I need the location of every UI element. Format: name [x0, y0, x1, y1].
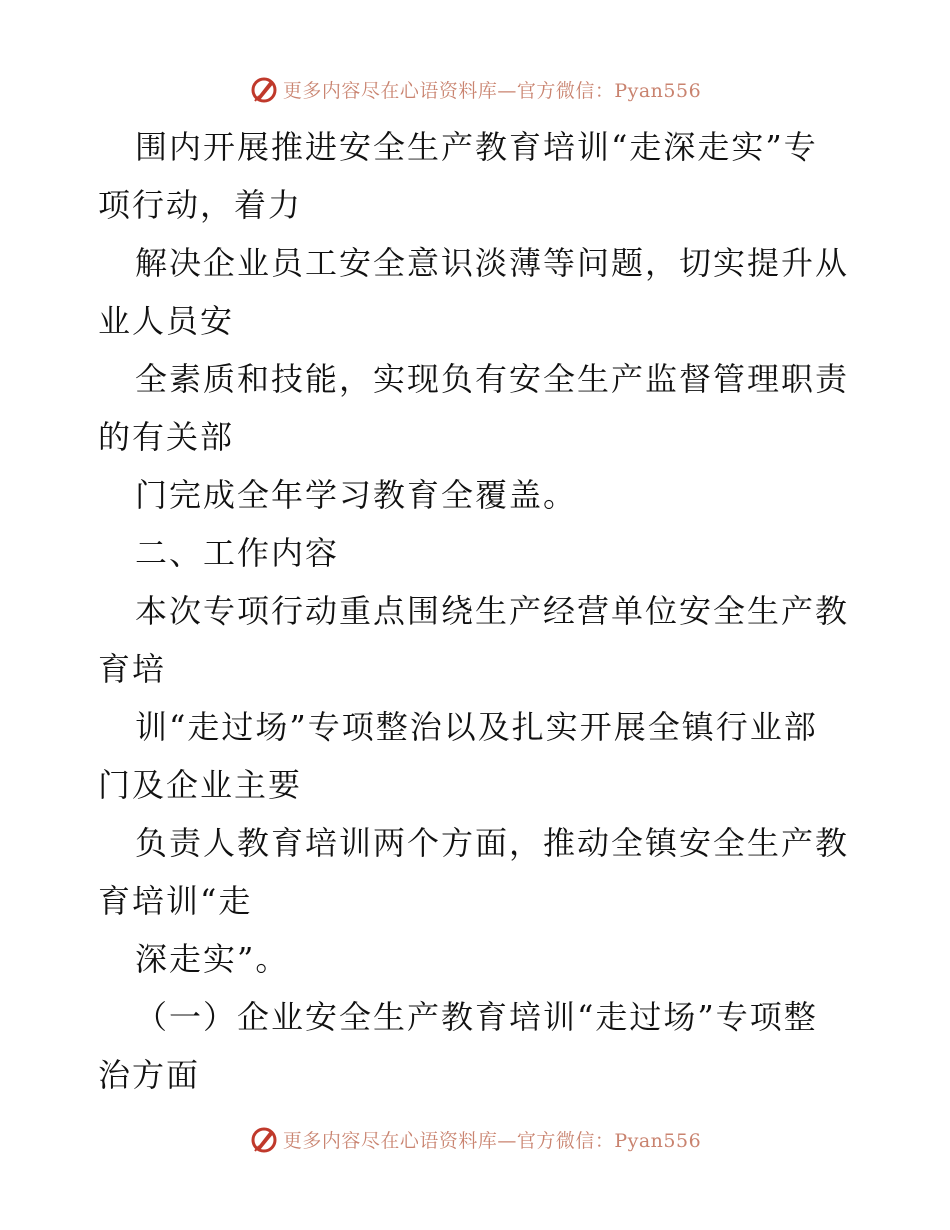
text-line: 本次专项行动重点围绕生产经营单位安全生产教 [135, 592, 850, 630]
text-line: 全素质和技能，实现负有安全生产监督管理职责 [135, 360, 850, 398]
text-line: 项行动，着力 [98, 186, 303, 224]
subsection-heading: （一）企业安全生产教育培训“走过场”专项整 [135, 998, 818, 1036]
quill-pen-circle-icon [249, 74, 279, 104]
text-line: 的有关部 [98, 418, 235, 456]
text-line: 门完成全年学习教育全覆盖。 [135, 476, 578, 514]
text-line: 深走实”。 [135, 940, 290, 978]
watermark-text: 更多内容尽在心语资料库—官方微信：Pyan556 [282, 79, 702, 102]
text-line: 业人员安 [98, 302, 235, 340]
text-line: 育培 [98, 650, 167, 688]
watermark-footer [0, 1122, 950, 1156]
text-line: 负责人教育培训两个方面，推动全镇安全生产教 [135, 824, 850, 862]
section-heading: 二、工作内容 [135, 534, 340, 572]
text-line: 解决企业员工安全意识淡薄等问题，切实提升从 [135, 244, 850, 282]
text-line: 训“走过场”专项整治以及扎实开展全镇行业部 [135, 708, 818, 746]
watermark-text: 更多内容尽在心语资料库—官方微信：Pyan556 [282, 1129, 702, 1152]
quill-pen-circle-icon [249, 1124, 279, 1154]
text-line: 围内开展推进安全生产教育培训“走深走实”专 [135, 128, 818, 166]
text-line: 育培训“走 [98, 882, 253, 920]
text-line: 门及企业主要 [98, 766, 303, 804]
text-line: 治方面 [98, 1056, 201, 1094]
watermark-header [0, 72, 950, 106]
